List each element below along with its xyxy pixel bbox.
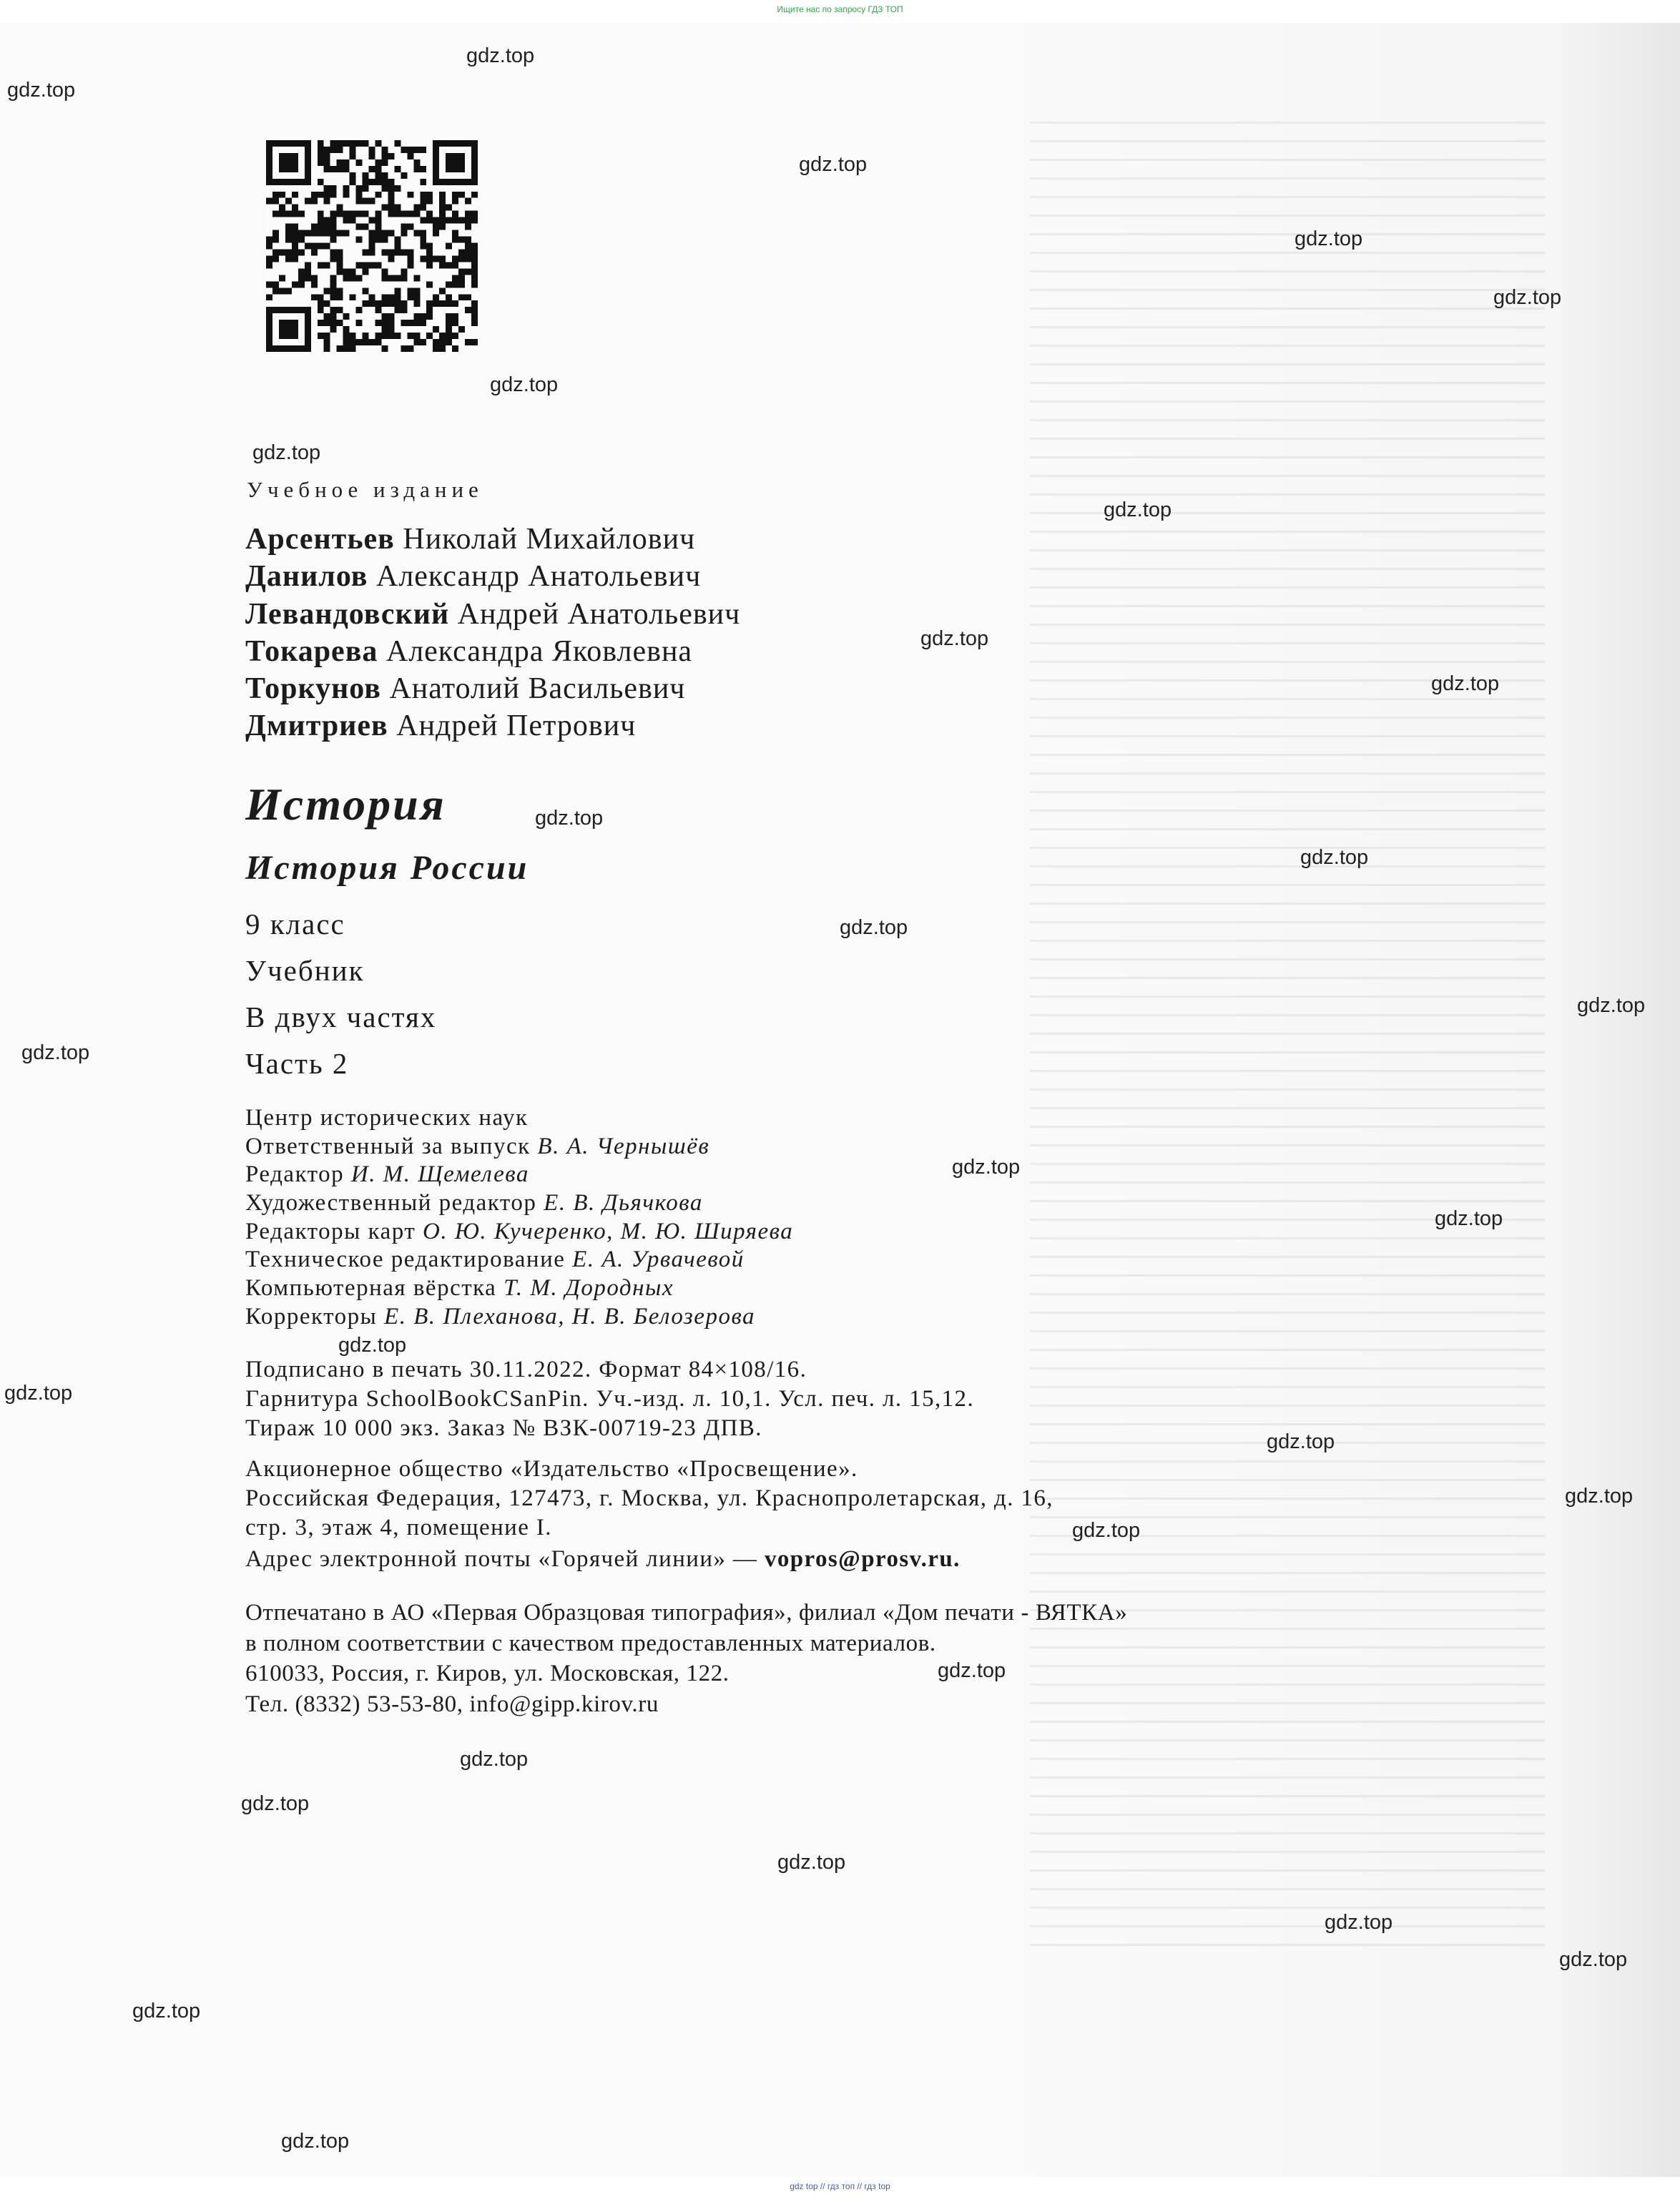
author-names: Андрей Анатольевич [457,597,741,631]
credit-role: Центр исторических наук [245,1105,529,1131]
page-edge-shadow [1562,23,1680,2177]
author-surname: Дмитриев [245,709,388,743]
publisher-line: Акционерное общество «Издательство «Просвещение». [245,1456,858,1482]
credit-role: Редакторы карт [245,1218,416,1244]
watermark: gdz.top [338,1334,407,1357]
print-spec-line: Подписано в печать 30.11.2022. Формат 84×108/16. [245,1357,807,1382]
watermark: gdz.top [132,2000,201,2022]
credit-role: Корректоры [245,1303,378,1329]
credits-list [245,1104,793,1331]
watermark: gdz.top [252,441,321,464]
hotline-line [245,1546,961,1573]
author-list [245,521,740,745]
credit-person: Т. М. Дородных [503,1275,674,1302]
watermark: gdz.top [7,79,76,102]
author-line [245,670,740,707]
watermark: gdz.top [1559,1948,1628,1971]
credit-line [245,1132,793,1161]
bottom-banner[interactable]: gdz top // гдз топ // гдз top [790,2181,890,2191]
watermark: gdz.top [1565,1485,1634,1508]
watermark: gdz.top [799,153,868,176]
hotline-label: Адрес электронной почты «Горячей линии» — [245,1546,758,1572]
watermark: gdz.top [840,916,908,939]
credit-role: Компьютерная вёрстка [245,1275,497,1302]
print-spec-line: Тираж 10 000 экз. Заказ № ВЗК-00719-23 ДПВ. [245,1415,762,1441]
credit-role: Ответственный за выпуск [245,1133,531,1159]
credit-person: Е. В. Плеханова, Н. В. Белозерова [384,1303,756,1329]
credit-person: Е. А. Урвачевой [572,1247,745,1273]
watermark: gdz.top [21,1041,90,1064]
author-surname: Торкунов [245,672,381,706]
credit-person: О. Ю. Кучеренко, М. Ю. Ширяева [423,1218,794,1244]
printer-line: Тел. (8332) 53-53-80, info@gipp.kirov.ru [245,1691,659,1717]
print-specs [245,1355,974,1443]
watermark: gdz.top [535,807,604,830]
watermark: gdz.top [1431,672,1500,695]
watermark: gdz.top [938,1659,1006,1682]
author-names: Анатолий Васильевич [389,672,686,706]
author-surname: Данилов [245,560,368,594]
watermark: gdz.top [1072,1519,1141,1542]
grade-label: 9 класс [245,908,345,940]
hotline-email: vopros@prosv.ru. [765,1546,961,1572]
author-surname: Левандовский [245,597,450,631]
author-line [245,521,740,558]
edition-label: Учебное издание [247,477,483,502]
watermark: gdz.top [1295,227,1363,250]
author-line [245,596,740,633]
watermark: gdz.top [952,1156,1021,1179]
printer-info [245,1598,1127,1719]
book-type-label: Учебник [245,954,365,987]
part-label: Часть 2 [245,1047,349,1080]
book-subtitle: История России [245,849,529,887]
top-banner[interactable]: Ищите нас по запросу ГДЗ ТОП [777,4,903,14]
watermark: gdz.top [1435,1207,1503,1230]
publisher-line: Российская Федерация, 127473, г. Москва, ул. Краснопролетарская, д. 16, [245,1485,1053,1511]
credit-person: Е. В. Дьячкова [544,1190,703,1216]
author-names: Александра Яковлевна [385,634,693,668]
author-line [245,558,740,595]
watermark: gdz.top [1577,994,1646,1017]
watermark: gdz.top [281,2130,350,2153]
watermark: gdz.top [1300,846,1369,869]
watermark: gdz.top [1104,498,1172,521]
credit-line [245,1217,793,1246]
qr-code [266,140,478,352]
watermark: gdz.top [1325,1911,1393,1934]
credit-line [245,1274,793,1302]
watermark: gdz.top [1267,1430,1335,1453]
credit-role: Редактор [245,1161,345,1188]
watermark: gdz.top [1493,286,1562,309]
credit-line [245,1160,793,1189]
credit-line [245,1189,793,1217]
printer-line: Отпечатано в АО «Первая Образцовая типография», филиал «Дом печати - ВЯТКА» [245,1600,1128,1626]
publisher-info [245,1455,1053,1543]
credit-role: Техническое редактирование [245,1247,566,1273]
print-spec-line: Гарнитура SchoolBookCSanPin. Уч.-изд. л. 10,1. Усл. печ. л. 15,12. [245,1386,975,1412]
watermark: gdz.top [777,1851,846,1874]
author-names: Андрей Петрович [396,709,637,743]
watermark: gdz.top [466,44,535,67]
credit-line [245,1302,793,1331]
watermark: gdz.top [490,373,559,396]
author-surname: Токарева [245,634,378,668]
watermark: gdz.top [241,1792,310,1815]
book-subject: История [245,779,446,830]
printer-line: в полном соответствии с качеством предоставленных материалов. [245,1630,936,1656]
credit-role: Художественный редактор [245,1190,537,1216]
watermark: gdz.top [920,627,989,650]
credit-person: В. А. Чернышёв [537,1133,710,1159]
printer-line: 610033, Россия, г. Киров, ул. Московская, 122. [245,1661,730,1686]
author-surname: Арсентьев [245,523,395,556]
credit-line [245,1104,793,1132]
watermark: gdz.top [460,1748,529,1771]
parts-label: В двух частях [245,1001,437,1033]
author-names: Александр Анатольевич [376,560,702,594]
watermark: gdz.top [4,1382,73,1405]
author-line [245,633,740,670]
credit-person: И. М. Щемелева [350,1161,529,1188]
author-names: Николай Михайлович [403,523,696,556]
publisher-line: стр. 3, этаж 4, помещение I. [245,1515,552,1540]
author-line [245,707,740,744]
credit-line [245,1245,793,1274]
